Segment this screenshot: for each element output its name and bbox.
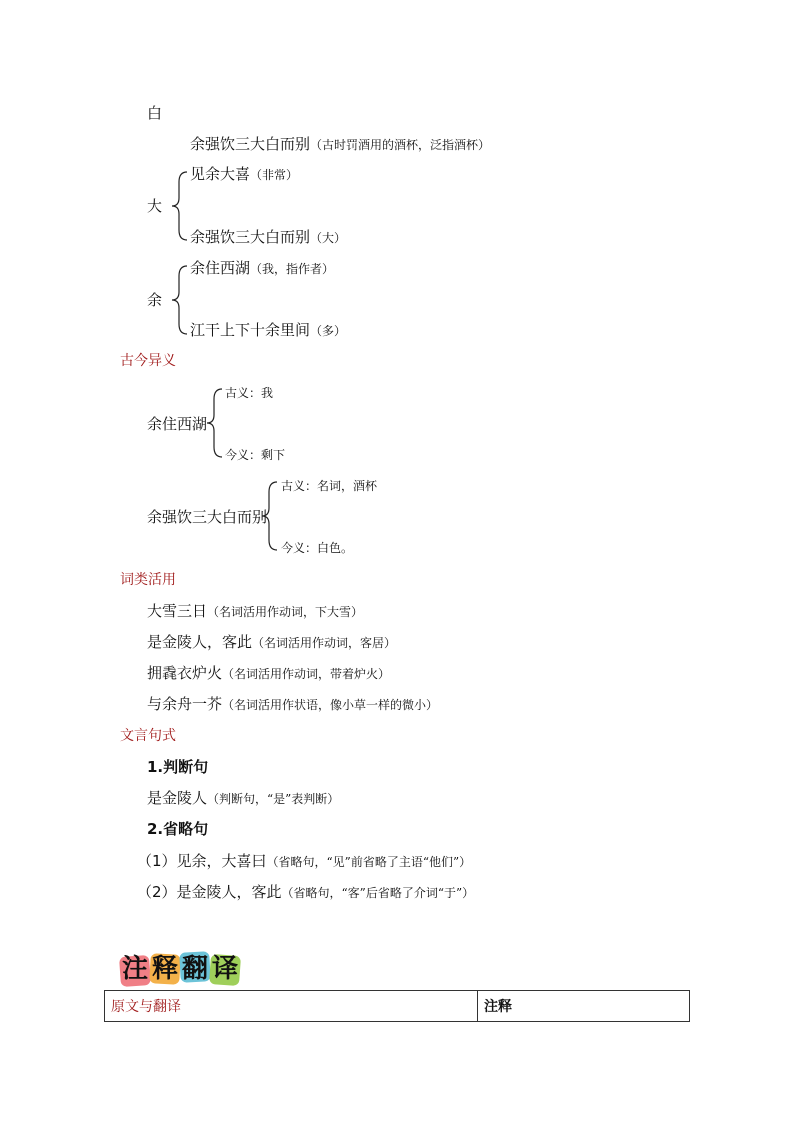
banner-char-1: 注 [121, 954, 148, 984]
wenyan-ellipsis-item-2 [137, 882, 474, 903]
item-text: 与余舟一芥 [147, 695, 223, 713]
section-heading-wenyan: 文言句式 [120, 728, 176, 744]
cilei-item-1 [147, 601, 363, 622]
example-text: 余强饮三大白而别 [190, 228, 311, 246]
item-note: （名词活用作状语，像小草一样的微小） [222, 698, 439, 712]
item-text: （2）是金陵人，客此 [137, 883, 282, 901]
item-note: （省略句，“见”前省略了主语“他们”） [266, 855, 472, 869]
item-text: （1）见余，大喜曰 [137, 852, 267, 870]
polysemy-yu-example-2 [190, 320, 346, 341]
table-header-row [105, 991, 690, 1022]
example-text: 江干上下十余里间 [190, 321, 311, 339]
gujin-phrase-2: 余强饮三大白而别 [147, 508, 268, 526]
example-note: （古时罚酒用的酒杯，泛指酒杯） [310, 138, 491, 152]
item-text: 拥毳衣炉火 [147, 664, 223, 682]
polysemy-da-example-1 [190, 164, 298, 185]
banner-char-3: 翻 [181, 954, 208, 984]
brace-icon [261, 480, 279, 552]
wenyan-subheading-2: 2.省略句 [147, 820, 209, 838]
item-note: （名词活用作动词，带着炉火） [222, 667, 391, 681]
polysemy-char-yu: 余 [147, 291, 163, 309]
cilei-item-3 [147, 663, 390, 684]
item-note: （名词活用作动词，下大雪） [207, 605, 364, 619]
banner-char-4: 译 [211, 954, 238, 984]
example-note: （非常） [250, 168, 299, 182]
gujin-old-meaning-1: 古义：我 [225, 386, 274, 400]
example-text: 余强饮三大白而别 [190, 135, 311, 153]
cilei-item-4 [147, 694, 438, 715]
table-header-notes: 注释 [478, 991, 690, 1022]
polysemy-char-da: 大 [147, 197, 163, 215]
example-note: （多） [310, 324, 347, 338]
example-note: （大） [310, 231, 347, 245]
gujin-phrase-1: 余住西湖 [147, 415, 208, 433]
item-note: （名词活用作动词，客居） [252, 636, 397, 650]
translation-table [104, 990, 690, 1022]
item-text: 是金陵人 [147, 789, 208, 807]
wenyan-judgment-item [147, 788, 339, 809]
polysemy-bai-example [190, 134, 490, 155]
section-heading-gujin: 古今异义 [120, 353, 176, 369]
polysemy-char-bai: 白 [147, 104, 163, 122]
item-note: （省略句，“客”后省略了介词“于”） [281, 886, 475, 900]
example-text: 余住西湖 [190, 259, 251, 277]
brace-icon [171, 264, 189, 336]
section-heading-cilei: 词类活用 [120, 572, 176, 588]
gujin-old-meaning-2: 古义：名词，酒杯 [281, 479, 378, 493]
item-text: 是金陵人，客此 [147, 633, 253, 651]
example-text: 见余大喜 [190, 165, 251, 183]
polysemy-da-example-2 [190, 227, 346, 248]
item-note: （判断句，“是”表判断） [207, 792, 340, 806]
example-note: （我，指作者） [250, 262, 335, 276]
polysemy-yu-example-1 [190, 258, 334, 279]
gujin-new-meaning-2: 今义：白色。 [281, 541, 354, 555]
gujin-new-meaning-1: 今义：剩下 [225, 448, 286, 462]
banner-char-2: 释 [151, 954, 178, 984]
cilei-item-2 [147, 632, 396, 653]
table-header-original: 原文与翻译 [105, 991, 478, 1022]
wenyan-subheading-1: 1.判断句 [147, 758, 209, 776]
brace-icon [206, 387, 224, 459]
brace-icon [171, 170, 189, 242]
wenyan-ellipsis-item-1 [137, 851, 471, 872]
section-banner [120, 950, 244, 988]
item-text: 大雪三日 [147, 602, 208, 620]
